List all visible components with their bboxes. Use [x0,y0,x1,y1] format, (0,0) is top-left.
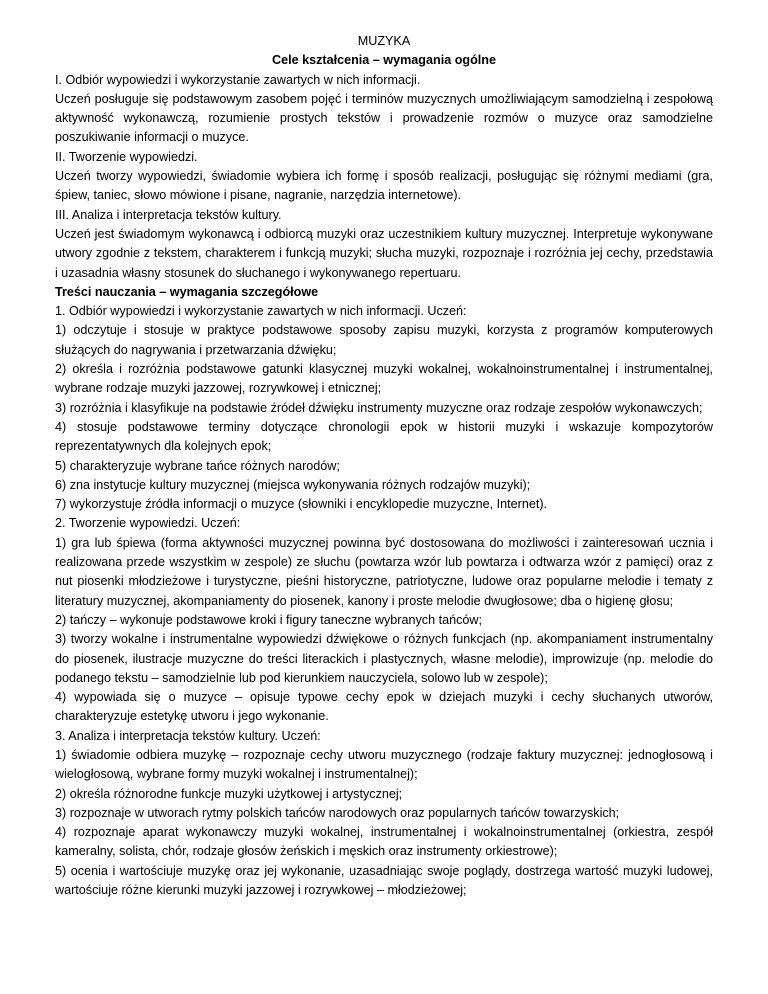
document-title: MUZYKA [357,34,411,48]
paragraph: Uczeń tworzy wypowiedzi, świadomie wybiera ich formę i sposób realizacji, posługując się różnymi mediami (gra, śpiew, taniec, słowo mówione i pisane, nagranie, narzędzia internetowe). [55,169,713,203]
paragraph: 4) wypowiada się o muzyce – opisuje typowe cechy epok w dziejach muzyki i cechy słuchanych utworów, charakteryzuje estetykę utworu i jego wykonanie. [55,690,713,724]
paragraph: 1) odczytuje i stosuje w praktyce podstawowe sposoby zapisu muzyki, korzysta z programów komputerowych służących do nagrywania i przetwarzania dźwięku; [55,323,713,357]
paragraph: 5) ocenia i wartościuje muzykę oraz jej wykonanie, uzasadniając swoje poglądy, dostrzega wartość muzyki ludowej, wartościuje różne kierunki muzyki jazzowej i rozrywkowej – młodzieżowej; [55,863,713,898]
paragraph: 6) zna instytucje kultury muzycznej (miejsca wykonywania różnych rodzajów muzyki); [55,477,531,492]
paragraph: I. Odbiór wypowiedzi i wykorzystanie zawartych w nich informacji. [55,72,421,87]
detailed-requirements [55,302,713,900]
section-heading-details: Treści nauczania – wymagania szczegółowe [55,284,319,299]
paragraph: 3. Analiza i interpretacja tekstów kultury. Uczeń: [55,728,321,743]
paragraph: Uczeń jest świadomym wykonawcą i odbiorcą muzyki oraz uczestnikiem kultury muzycznej. Interpretuje wykonywane utwory zgodnie z tekstem, charakterem i funkcją muzyki; słucha muzyki, rozpoznaje i rozróżnia jej cechy, przedstawia i uzasadnia własny stosunek do słuchanego i wykonywanego repertuaru. [55,226,713,280]
paragraph: 2. Tworzenie wypowiedzi. Uczeń: [55,516,241,531]
paragraph: 3) tworzy wokalne i instrumentalne wypowiedzi dźwiękowe o różnych funkcjach (np. akompaniament instrumentalny do piosenek, ilustracje muzyczne do treści literackich i plastycznych, własne melodie), improwizuje (np. melodie do podanego tekstu – samodzielnie lub pod kierunkiem nauczyciela, solowo lub w zespole); [55,632,713,685]
paragraph: 7) wykorzystuje źródła informacji o muzyce (słowniki i encyklopedie muzyczne, Internet). [55,497,548,512]
paragraph: 1) świadomie odbiera muzykę – rozpoznaje cechy utworu muzycznego (rodzaje faktury muzycznej: jednogłosową i wielogłosową, wybrane formy muzyki wokalnej i instrumentalnej); [55,747,713,782]
paragraph: Uczeń posługuje się podstawowym zasobem pojęć i terminów muzycznych umożliwiającym samodzielną i zespołową aktywność wykonawczą, rozumienie prostych tekstów i prowadzenie rozmów o muzyce oraz samodzielne poszukiwanie informacji o muzyce. [55,91,713,145]
paragraph: 2) określa i rozróżnia podstawowe gatunki klasycznej muzyki wokalnej, wokalnoinstrumentalnej i instrumentalnej, wybrane rodzaje muzyki jazzowej, rozrywkowej i etnicznej; [55,362,713,396]
paragraph: II. Tworzenie wypowiedzi. [55,149,198,164]
paragraph: III. Analiza i interpretacja tekstów kultury. [55,207,282,222]
paragraph: 4) stosuje podstawowe terminy dotyczące chronologii epok w historii muzyki i wskazuje kompozytorów reprezentatywnych dla kolejnych epok; [55,419,713,454]
paragraph: 2) określa różnorodne funkcje muzyki użytkowej i artystycznej; [55,786,403,801]
paragraph: 3) rozpoznaje w utworach rytmy polskich tańców narodowych oraz popularnych tańców towarzyskich; [55,805,620,820]
general-goals [55,71,713,283]
document-page [55,32,713,900]
paragraph: 4) rozpoznaje aparat wykonawczy muzyki wokalnej, instrumentalnej i wokalnoinstrumentalnej (orkiestra, zespół kameralny, solista, chór, rodzaje głosów żeńskich i męskich oraz instrumenty orkiestrowe); [55,825,713,859]
paragraph: 2) tańczy – wykonuje podstawowe kroki i figury taneczne wybranych tańców; [55,612,482,627]
paragraph: 1. Odbiór wypowiedzi i wykorzystanie zawartych w nich informacji. Uczeń: [55,304,467,319]
paragraph: 5) charakteryzuje wybrane tańce różnych narodów; [55,458,340,473]
paragraph: 1) gra lub śpiewa (forma aktywności muzycznej powinna być dostosowana do możliwości i zainteresowań ucznia i realizowana przede wszystkim w zespole) ze słuchu (powtarza wzór lub powtarza i odtwarza wzór z pamięci) oraz z nut piosenki młodzieżowe i turystyczne, pieśni historyczne, patriotyczne, ludowe oraz popularne melodie i tematy z literatury muzycznej, akompaniamenty do piosenek, kanony i proste melodie dwugłosowe; dba o higienę głosu; [55,535,713,608]
paragraph: 3) rozróżnia i klasyfikuje na podstawie źródeł dźwięku instrumenty muzyczne oraz rodzaje zespołów wykonawczych; [55,400,703,415]
section-heading-general: Cele kształcenia – wymagania ogólne [272,53,496,68]
